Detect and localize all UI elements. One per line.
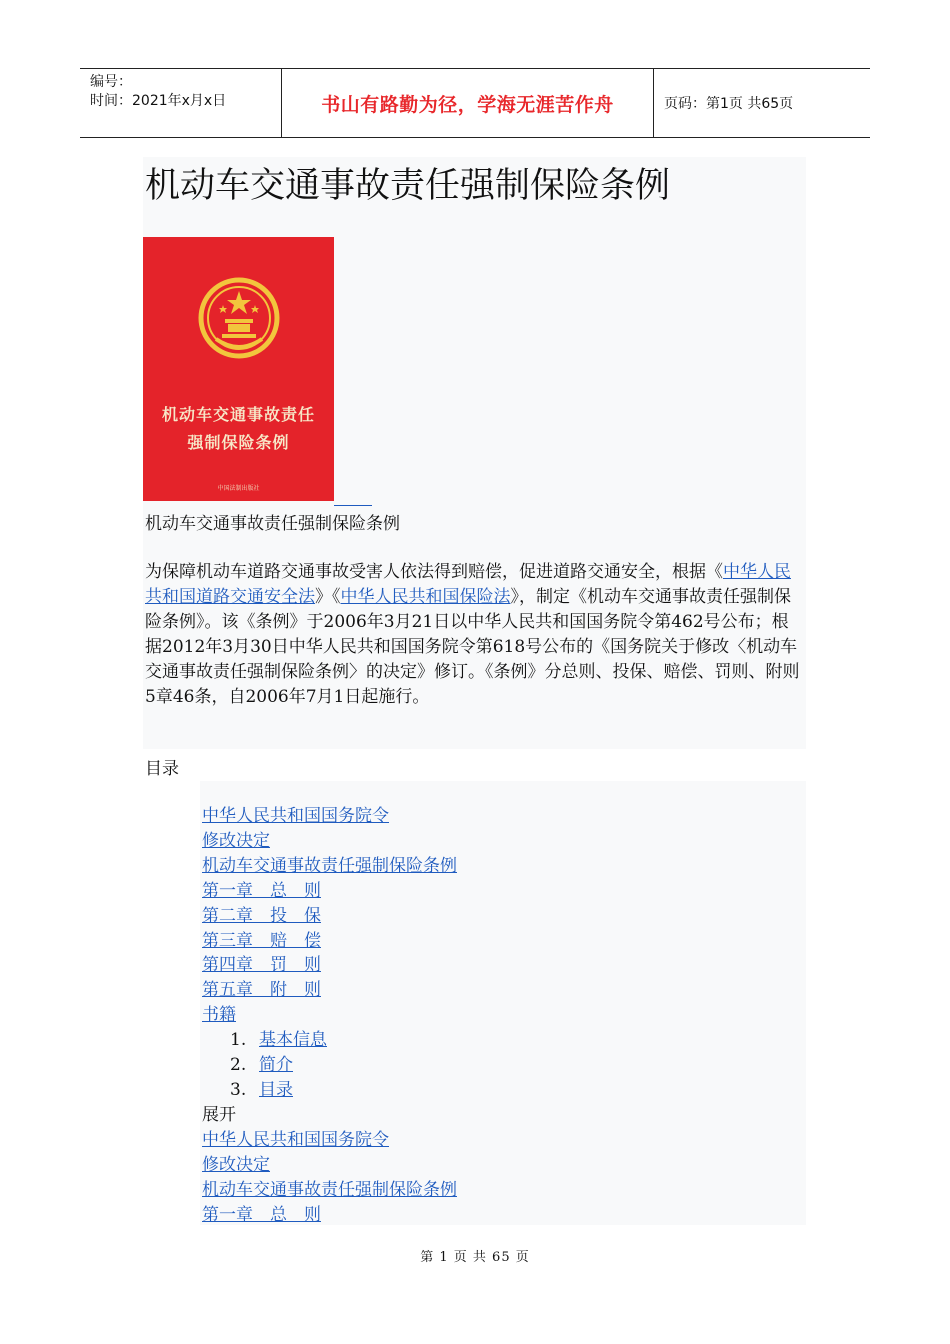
toc-link[interactable] [202, 854, 457, 879]
intro-paragraph [145, 560, 805, 710]
toc-sub-number: 3. [230, 1079, 247, 1100]
toc-link-label: 书籍 [202, 1005, 236, 1026]
toc-heading: 目录 [145, 759, 179, 779]
page-title: 机动车交通事故责任强制保险条例 [145, 166, 671, 206]
toc-link-label: 第二章 投 保 [202, 905, 321, 926]
toc-expand-toggle[interactable]: 展开 [202, 1104, 236, 1125]
toc-link[interactable] [202, 1203, 457, 1228]
toc-link-label: 机动车交通事故责任强制保险条例 [202, 855, 457, 876]
table-of-contents [202, 804, 457, 1227]
image-caption: 机动车交通事故责任强制保险条例 [145, 514, 400, 534]
toc-link-label: 第四章 罚 则 [202, 955, 321, 976]
toc-link-label: 中华人民共和国国务院令 [202, 806, 389, 826]
time-label: 时间：2021年x月x日 [90, 93, 227, 109]
toc-link[interactable] [202, 1128, 457, 1153]
toc-sub-label: 目录 [259, 1079, 293, 1100]
toc-sub-item[interactable] [202, 1028, 457, 1053]
intro-text-1: 为保障机动车道路交通事故受害人依法得到赔偿，促进道路交通安全，根据《 [145, 562, 723, 582]
toc-link-label: 第一章 总 则 [202, 880, 321, 901]
toc-link-label: 修改决定 [202, 1154, 270, 1175]
toc-link-label: 第一章 总 则 [202, 1204, 321, 1225]
intro-text-3: 》，制定《机动车交通事故责任强制保险条例》。该《条例》于2006年3月21日以中华人民共和国国务院令第462号公布；根据2012年3月30日中华人民共和国国务院令第618号公布的《国务院关于修改〈机动车交通事故责任强制保险条例〉的决定》修订。《条例》分总则、投保、赔偿、罚则、附则5章46条，自2006年7月1日起施行。 [145, 587, 800, 707]
toc-link[interactable] [202, 1003, 457, 1028]
toc-link-label: 第五章 附 则 [202, 980, 321, 1001]
cover-publisher: 中国法制出版社 [217, 485, 260, 492]
toc-link[interactable] [202, 978, 457, 1003]
toc-sub-number: 2. [230, 1055, 247, 1076]
toc-sub-item[interactable] [202, 1053, 457, 1078]
toc-link[interactable] [202, 904, 457, 929]
link-road-traffic-safety-law[interactable]: 中华人民共和国道路交通安全法 [145, 562, 791, 607]
national-emblem-icon [198, 277, 280, 359]
header-motto: 书山有路勤为径，学海无涯苦作舟 [282, 69, 654, 137]
toc-sub-label: 简介 [259, 1055, 293, 1076]
toc-link-label: 机动车交通事故责任强制保险条例 [202, 1179, 457, 1200]
toc-link[interactable] [202, 804, 457, 829]
intro-text-2: 》《 [315, 587, 341, 607]
page-header [80, 68, 870, 138]
toc-link-label: 中华人民共和国国务院令 [202, 1129, 389, 1150]
image-link-underline[interactable] [334, 505, 372, 506]
toc-link[interactable] [202, 953, 457, 978]
toc-link[interactable] [202, 829, 457, 854]
toc-link-label: 修改决定 [202, 830, 270, 851]
serial-label: 编号： [90, 74, 132, 90]
toc-sub-label: 基本信息 [259, 1030, 327, 1051]
toc-link-label: 第三章 赔 偿 [202, 930, 321, 951]
cover-title-line1: 机动车交通事故责任 [161, 405, 315, 424]
toc-link[interactable] [202, 1153, 457, 1178]
header-page-label: 页码：第1页 共65页 [664, 96, 794, 112]
page-footer: 第 1 页 共 65 页 [420, 1250, 530, 1265]
toc-link[interactable] [202, 929, 457, 954]
book-cover-image[interactable] [143, 237, 334, 501]
toc-link[interactable] [202, 1178, 457, 1203]
link-insurance-law[interactable]: 中华人民共和国保险法 [340, 587, 511, 607]
toc-link[interactable] [202, 879, 457, 904]
toc-sub-item[interactable] [202, 1078, 457, 1103]
header-meta [80, 69, 282, 137]
cover-title-line2: 强制保险条例 [187, 433, 290, 452]
toc-sub-number: 1. [230, 1030, 247, 1051]
